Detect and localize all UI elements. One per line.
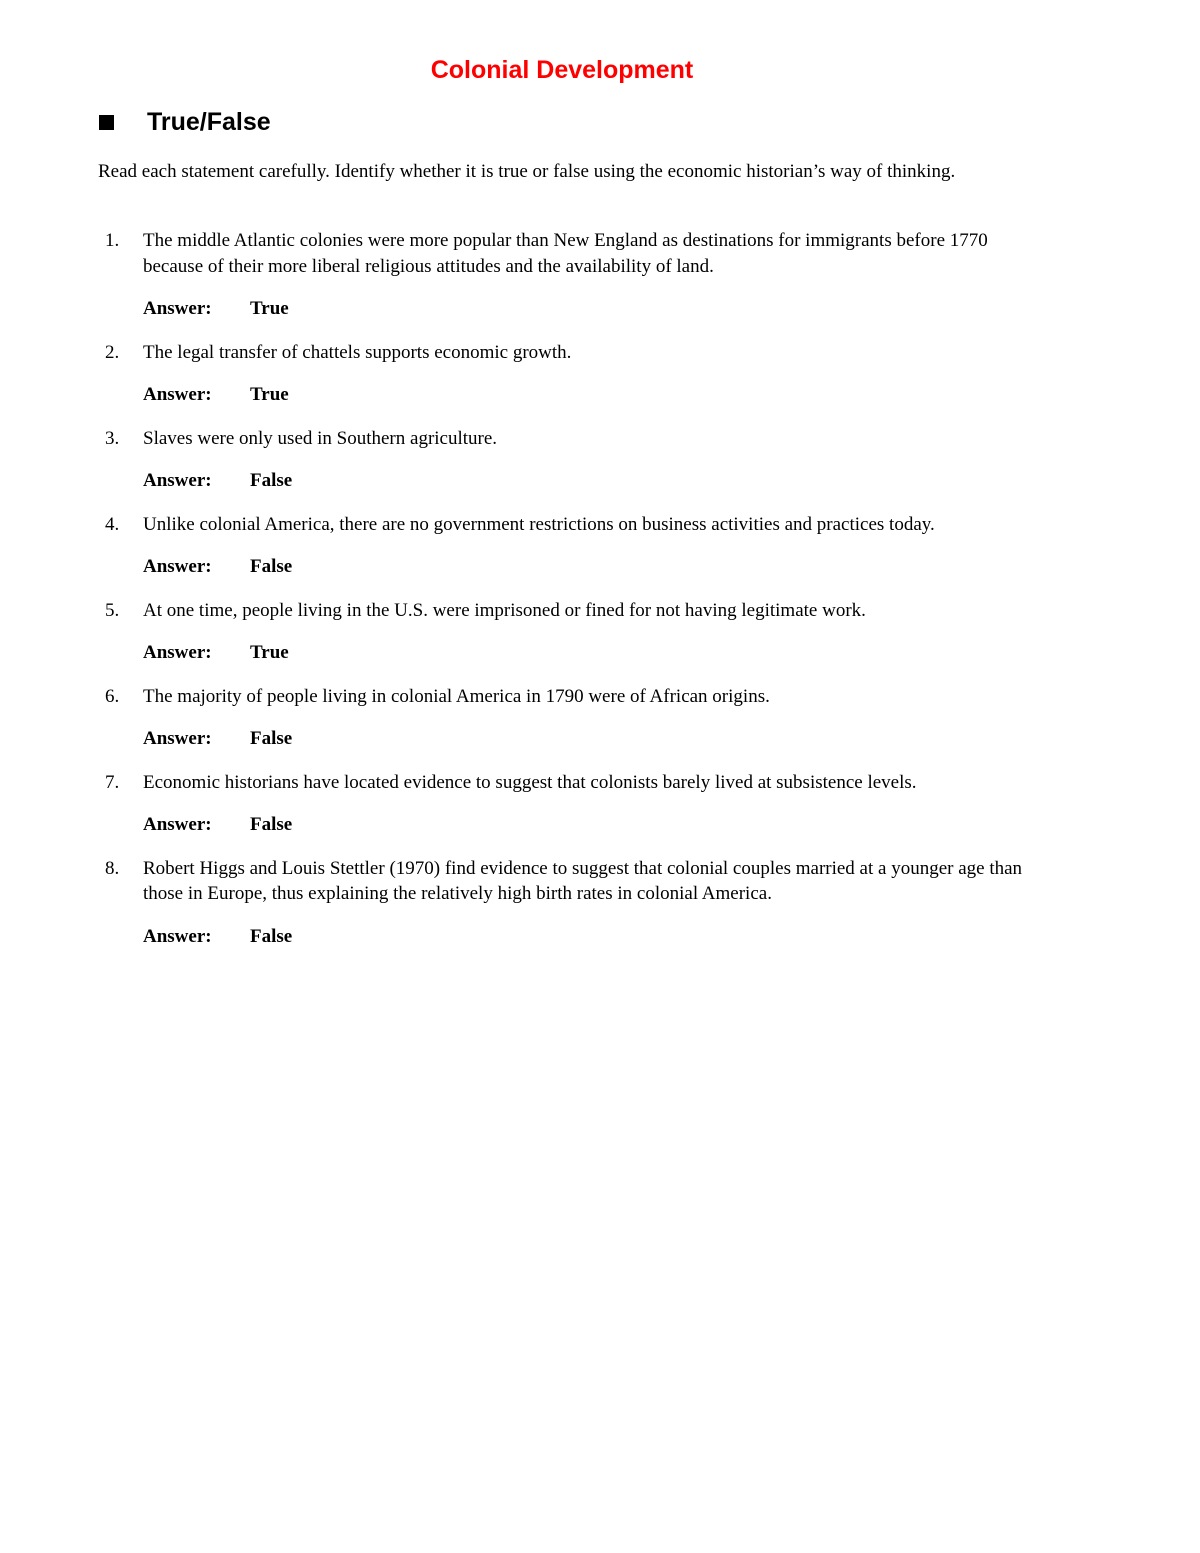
question-number: 3. bbox=[105, 427, 120, 449]
question-item bbox=[0, 684, 1200, 770]
answer-label: Answer: bbox=[143, 642, 212, 663]
question-item bbox=[0, 856, 1200, 968]
question-text: Slaves were only used in Southern agriculture. bbox=[143, 427, 498, 449]
answer-value: True bbox=[250, 642, 289, 663]
answer-label: Answer: bbox=[143, 470, 212, 491]
question-item bbox=[0, 598, 1200, 684]
answer-value: False bbox=[250, 728, 293, 749]
instructions-text: Read each statement carefully. Identify whether it is true or false using the economic historian’s way of thinking. bbox=[98, 161, 956, 182]
question-number: 2. bbox=[105, 341, 120, 363]
answer-row bbox=[143, 296, 1200, 322]
answer-row bbox=[143, 468, 1200, 494]
answer-label: Answer: bbox=[143, 728, 212, 749]
answer-label: Answer: bbox=[143, 814, 212, 835]
section-heading-text: True/False bbox=[147, 108, 271, 136]
question-number: 4. bbox=[105, 513, 120, 535]
answer-value: False bbox=[250, 556, 293, 577]
question-number: 5. bbox=[105, 599, 120, 621]
answer-label: Answer: bbox=[143, 384, 212, 405]
question-number: 7. bbox=[105, 771, 120, 793]
question-list bbox=[0, 228, 1200, 967]
square-bullet-icon bbox=[99, 115, 114, 130]
question-text: The legal transfer of chattels supports economic growth. bbox=[143, 341, 572, 363]
answer-value: False bbox=[250, 470, 293, 491]
question-text: Unlike colonial America, there are no government restrictions on business activities and practices today. bbox=[143, 513, 935, 535]
answer-value: False bbox=[250, 814, 293, 835]
answer-value: False bbox=[250, 925, 293, 947]
question-number: 1. bbox=[105, 230, 120, 251]
answer-row bbox=[143, 382, 1200, 408]
question-number: 6. bbox=[105, 685, 120, 707]
question-text: At one time, people living in the U.S. were imprisoned or fined for not having legitimate work. bbox=[143, 599, 866, 621]
question-item bbox=[0, 426, 1200, 512]
question-item bbox=[0, 228, 1200, 340]
answer-value: True bbox=[250, 384, 289, 405]
section-heading bbox=[99, 108, 271, 137]
question-text: Robert Higgs and Louis Stettler (1970) find evidence to suggest that colonial couples married at a younger age than those in Europe, thus explaining the relatively high birth rates in colonial America. bbox=[143, 857, 1023, 904]
answer-row bbox=[143, 554, 1200, 580]
answer-row bbox=[143, 726, 1200, 752]
answer-row bbox=[143, 812, 1200, 838]
question-text: Economic historians have located evidence to suggest that colonists barely lived at subsistence levels. bbox=[143, 771, 917, 793]
question-item bbox=[0, 512, 1200, 598]
answer-value: True bbox=[250, 298, 289, 319]
answer-row bbox=[143, 924, 1200, 950]
question-item bbox=[0, 340, 1200, 426]
question-text: The majority of people living in colonial America in 1790 were of African origins. bbox=[143, 685, 770, 707]
answer-row bbox=[143, 640, 1200, 666]
answer-label: Answer: bbox=[143, 556, 212, 577]
question-text: The middle Atlantic colonies were more popular than New England as destinations for immigrants before 1770 because of their more liberal religious attitudes and the availability of land. bbox=[143, 230, 988, 277]
answer-label: Answer: bbox=[143, 298, 212, 319]
document-title: Colonial Development bbox=[430, 56, 694, 84]
question-item bbox=[0, 770, 1200, 856]
answer-label: Answer: bbox=[143, 925, 212, 947]
question-number: 8. bbox=[105, 857, 120, 879]
